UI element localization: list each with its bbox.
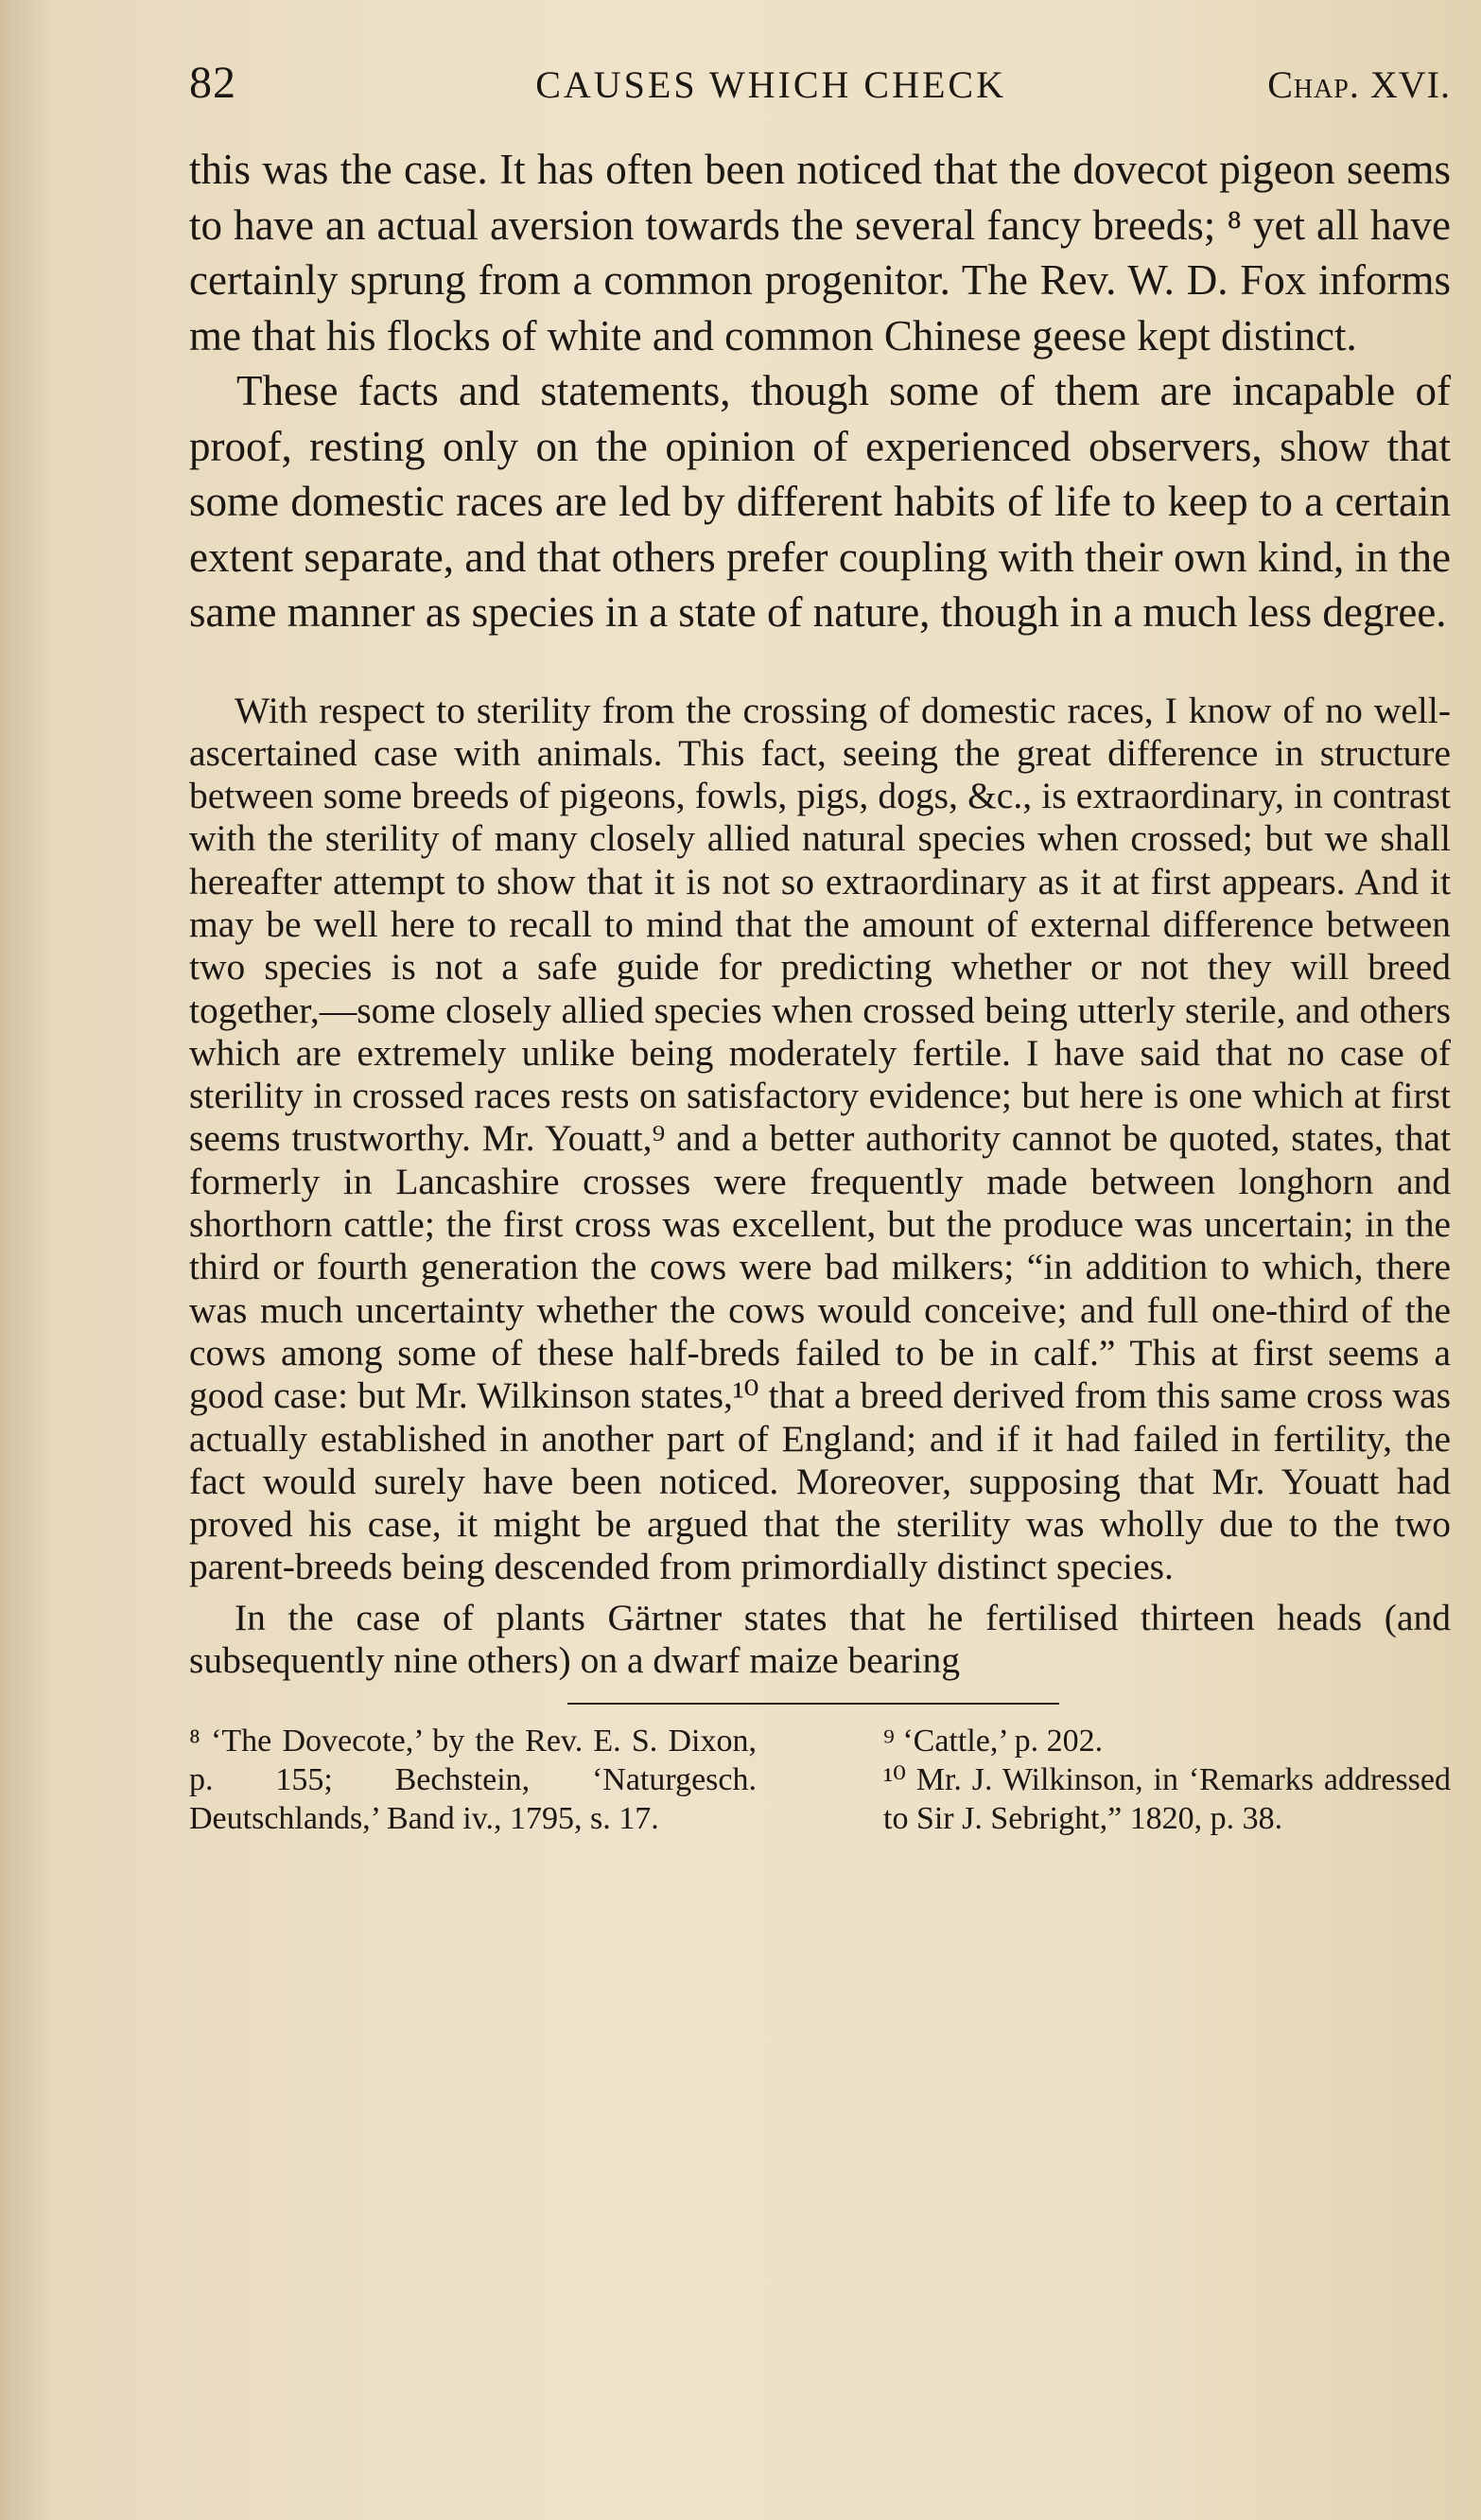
paragraph-plants: In the case of plants Gärtner states that he fertilised thirteen heads (and subsequently nine others) on a dwarf maize bearing xyxy=(189,1596,1451,1682)
page-number: 82 xyxy=(189,58,236,108)
paragraph-continuation: this was the case. It has often been noticed that the dovecot pigeon seems to have an actual aversion towards the several fancy breeds; ⁸ yet all have certainly sprung from a common progenitor. The Rev. W. D. Fox informs me that his flocks of white and common Chinese geese kept distinct. xyxy=(189,146,1451,359)
footnote-9: ⁹ ‘Cattle,’ p. 202. xyxy=(883,1724,1104,1759)
main-text xyxy=(189,142,1451,640)
gutter-shadow xyxy=(0,0,57,2520)
running-header xyxy=(189,57,1451,142)
running-title: CAUSES WHICH CHECK xyxy=(535,63,1006,106)
small-print-section xyxy=(189,690,1451,1683)
chapter-label: Chap. XVI. xyxy=(1267,63,1451,106)
footnote-rule xyxy=(567,1703,1059,1705)
footnote-column-left xyxy=(189,1722,757,1838)
footnote-10: ¹⁰ Mr. J. Wilkinson, in ‘Remarks addressed to Sir J. Sebright,” 1820, p. 38. xyxy=(883,1762,1451,1837)
footnotes xyxy=(189,1722,1451,1838)
footnote-column-right xyxy=(883,1722,1451,1838)
paragraph-facts: These facts and statements, though some of them are incapable of proof, resting only on the opinion of experienced observers, show that some domestic races are led by different habits of life to keep to a certain extent separate, and that others prefer coupling with their own kind, in the same manner as species in a state of nature, though in a much less degree. xyxy=(189,367,1451,636)
paragraph-sterility: With respect to sterility from the crossing of domestic races, I know of no well-ascertained case with animals. This fact, seeing the great difference in structure between some breeds of pigeons, fowls, pigs, dogs, &c., is extraordinary, in contrast with the sterility of many closely allied natural species when crossed; but we shall hereafter attempt to show that it is not so extraordinary as it at first appears. And it may be well here to recall to mind that the amount of external difference between two species is not a safe guide for predicting whether or not they will breed together,—some closely allied species when crossed being utterly sterile, and others which are extremely unlike being moderately fertile. I have said that no case of sterility in crossed races rests on satisfactory evidence; but here is one which at first seems trustworthy. Mr. Youatt,⁹ and a better authority cannot be quoted, states, that formerly in Lancashire crosses were frequently made between longhorn and shorthorn cattle; the first cross was excellent, but the produce was uncertain; in the third or fourth generation the cows were bad milkers; “in addition to which, there was much uncertainty whether the cows would conceive; and full one-third of the cows among some of these half-breds failed to be in calf.” This at first seems a good case: but Mr. Wilkinson states,¹⁰ that a breed derived from this same cross was actually established in another part of England; and if it had failed in fertility, the fact would surely have been noticed. Moreover, supposing that Mr. Youatt had proved his case, it might be argued that the sterility was wholly due to the two parent-breeds being descended from primordially distinct species. xyxy=(189,689,1451,1588)
footnote-8: ⁸ ‘The Dovecote,’ by the Rev. E. S. Dixon, p. 155; Bechstein, ‘Naturgesch. Deutschlands,’ Band iv., 1795, s. 17. xyxy=(189,1724,757,1837)
